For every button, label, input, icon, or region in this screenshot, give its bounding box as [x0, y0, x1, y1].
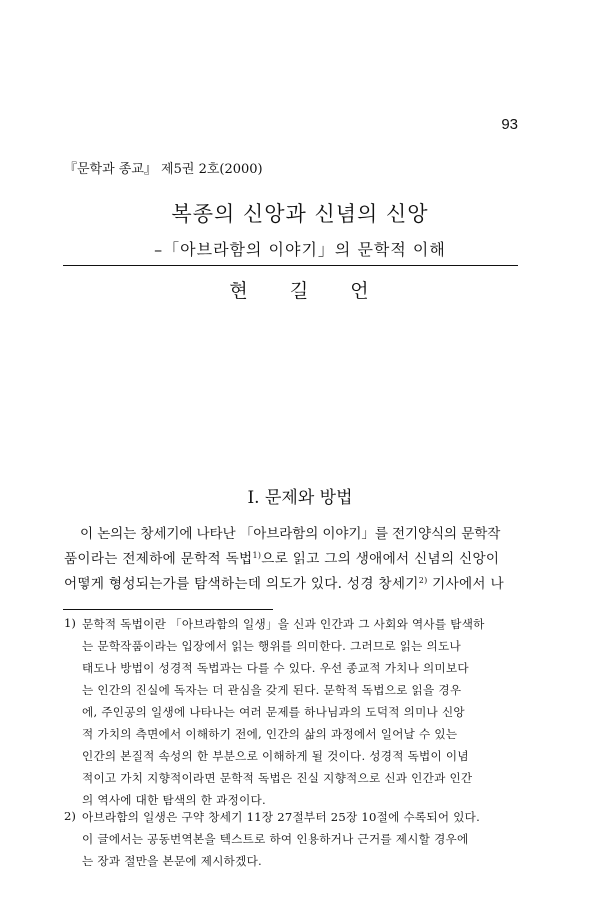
section-heading: Ⅰ. 문제와 방법 — [247, 488, 353, 508]
footnote-line: 는 문학작품이라는 입장에서 읽는 행위를 의미한다. 그러므로 읽는 의도나 — [82, 639, 461, 653]
footnote-line: 에, 주인공의 일생에 나타나는 여러 문제를 하나님과의 도덕적 의미나 신앙 — [82, 705, 465, 719]
body-line — [64, 547, 519, 567]
body-text: 어떻게 형성되는가를 탐색하는데 의도가 있다. 성경 창세기 — [64, 576, 419, 592]
footnote-line: 적이고 가치 지향적이라면 문학적 독법은 진실 지향적으로 신과 인간과 인간 — [82, 771, 473, 785]
footnote-line: 태도나 방법이 성경적 독법과는 다를 수 있다. 우선 종교적 가치나 의미보다 — [82, 661, 469, 675]
body-line: 이 논의는 창세기에 나타난 「아브라함의 이야기」를 전기양식의 문학작 — [80, 526, 501, 542]
journal-reference: 『문학과 종교』 제5권 2호(2000) — [64, 162, 263, 177]
article-subtitle: –「아브라함의 이야기」의 문학적 이해 — [154, 240, 446, 259]
footnote-line: 이 글에서는 공동번역본을 텍스트로 하여 인용하거나 근거를 제시할 경우에 — [82, 832, 469, 846]
footnote-ref: 1) — [252, 551, 262, 560]
footnote-line: 아브라함의 일생은 구약 창세기 11장 27절부터 25장 10절에 수록되어 있다. — [82, 810, 481, 824]
body-text: 기사에서 나 — [427, 576, 504, 592]
body-text: 으로 읽고 그의 생애에서 신념의 신앙이 — [261, 551, 500, 567]
footnote-ref: 2) — [418, 576, 428, 585]
footnote-line: 의 역사에 대한 탐색의 한 과정이다. — [82, 793, 266, 807]
title-rule — [63, 265, 518, 266]
footnote-marker: 2) — [64, 809, 76, 823]
footnote-line: 는 인간의 진실에 독자는 더 관심을 갖게 된다. 문학적 독법으로 읽을 경우 — [82, 683, 462, 697]
article-title: 복종의 신앙과 신념의 신앙 — [171, 202, 429, 226]
footnote-marker: 1) — [64, 616, 76, 630]
body-text: 품이라는 전제하에 문학적 독법 — [64, 551, 253, 567]
body-line — [64, 572, 519, 592]
footnote-separator — [63, 609, 273, 610]
page-number: 93 — [501, 116, 518, 133]
footnote-line: 문학적 독법이란 「아브라함의 일생」을 신과 인간과 그 사회와 역사를 탐색하 — [82, 617, 485, 631]
footnote-line: 적 가치의 측면에서 이해하기 전에, 인간의 삶의 과정에서 일어날 수 있는 — [82, 727, 458, 741]
footnote-line: 인간의 본질적 속성의 한 부분으로 이해하게 될 것이다. 성경적 독법이 이념 — [82, 749, 469, 763]
author-name: 현 길 언 — [229, 280, 371, 302]
footnote-line: 는 장과 절만을 본문에 제시하겠다. — [82, 854, 262, 868]
